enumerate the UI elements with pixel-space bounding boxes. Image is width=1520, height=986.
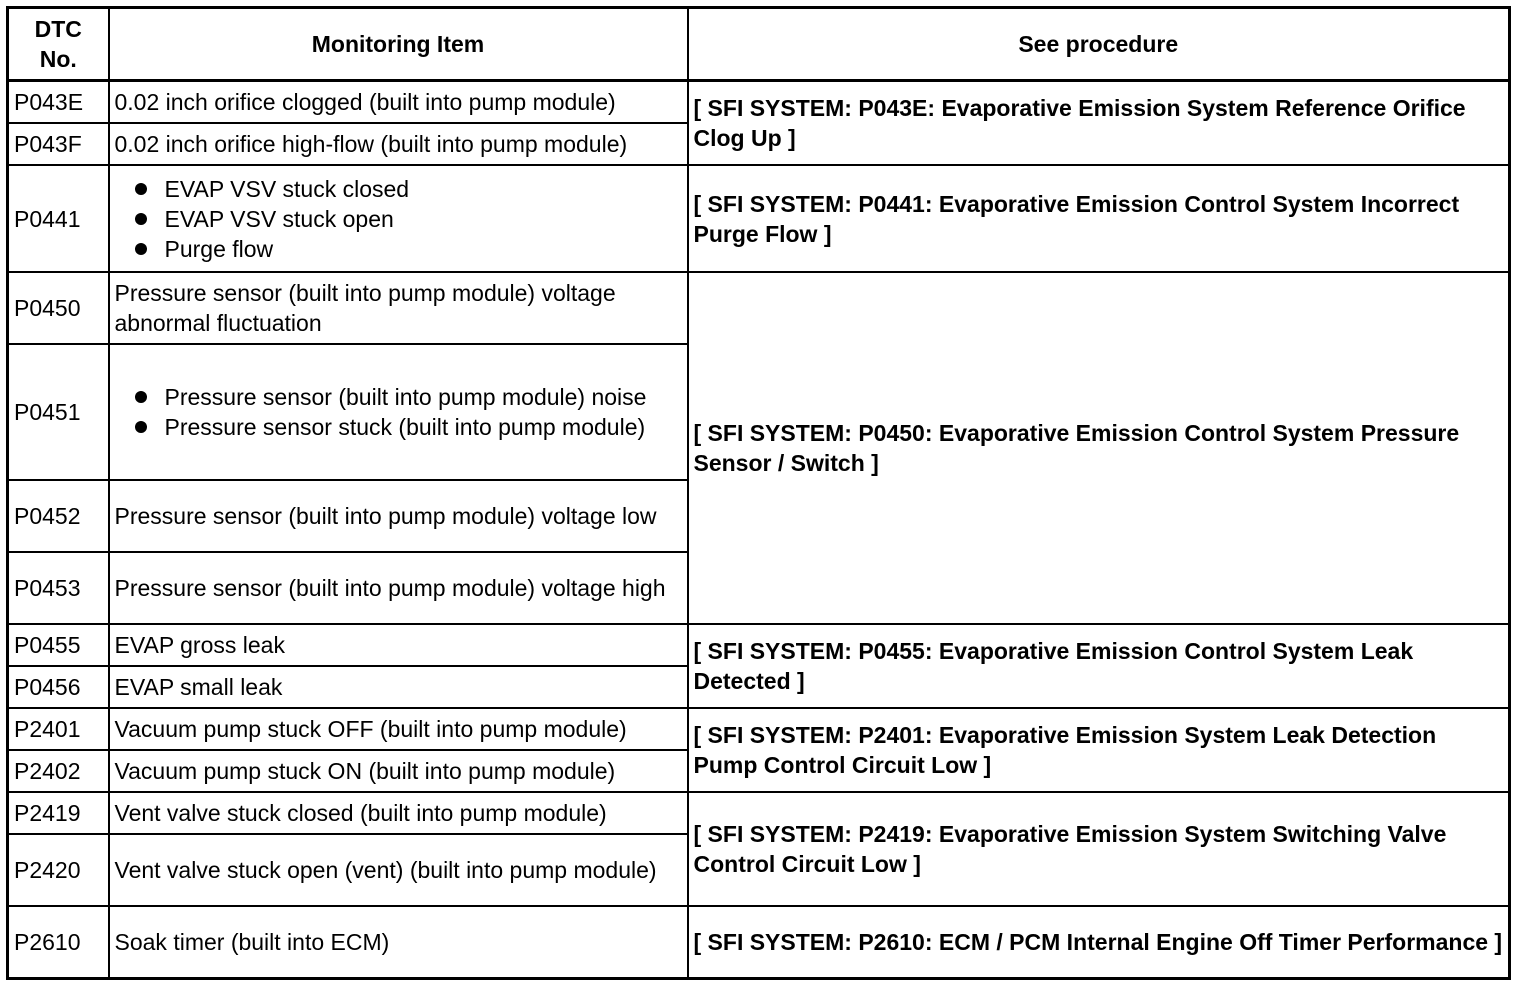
dtc-code: P0453 [8,552,109,624]
monitoring-item [109,165,688,272]
monitoring-item: Pressure sensor (built into pump module) voltage low [109,480,688,552]
monitoring-item: Pressure sensor (built into pump module) voltage high [109,552,688,624]
table-row [8,272,1510,344]
procedure-link[interactable]: [ SFI SYSTEM: P0455: Evaporative Emission Control System Leak Detected ] [688,624,1510,708]
monitoring-item: 0.02 inch orifice high-flow (built into pump module) [109,123,688,165]
monitoring-item: EVAP gross leak [109,624,688,666]
table-row [8,708,1510,750]
header-row [8,8,1510,81]
bullet-item: Purge flow [165,234,682,264]
monitoring-item: Soak timer (built into ECM) [109,906,688,979]
table-row [8,906,1510,979]
procedure-link[interactable]: [ SFI SYSTEM: P043E: Evaporative Emission System Reference Orifice Clog Up ] [688,81,1510,166]
header-monitoring-item: Monitoring Item [109,8,688,81]
table-row [8,81,1510,124]
monitoring-item: EVAP small leak [109,666,688,708]
dtc-code: P2610 [8,906,109,979]
monitoring-item: Vent valve stuck closed (built into pump module) [109,792,688,834]
bullet-item: Pressure sensor stuck (built into pump module) [165,412,682,442]
bullet-item: EVAP VSV stuck open [165,204,682,234]
dtc-code: P043E [8,81,109,124]
monitoring-item [109,344,688,480]
bullet-list [115,174,682,264]
dtc-code: P0455 [8,624,109,666]
bullet-item: EVAP VSV stuck closed [165,174,682,204]
dtc-code: P043F [8,123,109,165]
dtc-table [6,6,1511,980]
procedure-link[interactable]: [ SFI SYSTEM: P0450: Evaporative Emission Control System Pressure Sensor / Switch ] [688,272,1510,624]
dtc-table-container [6,6,1511,980]
dtc-code: P2419 [8,792,109,834]
table-row [8,165,1510,272]
header-see-procedure: See procedure [688,8,1510,81]
procedure-link[interactable]: [ SFI SYSTEM: P2419: Evaporative Emission System Switching Valve Control Circuit Low ] [688,792,1510,906]
table-row [8,624,1510,666]
header-dtc: DTC No. [8,8,109,81]
monitoring-item: Vent valve stuck open (vent) (built into pump module) [109,834,688,906]
dtc-code: P0452 [8,480,109,552]
dtc-code: P2420 [8,834,109,906]
monitoring-item: Vacuum pump stuck OFF (built into pump module) [109,708,688,750]
dtc-code: P0456 [8,666,109,708]
monitoring-item: 0.02 inch orifice clogged (built into pump module) [109,81,688,124]
table-row [8,792,1510,834]
bullet-list [115,382,682,442]
monitoring-item: Vacuum pump stuck ON (built into pump module) [109,750,688,792]
procedure-link[interactable]: [ SFI SYSTEM: P0441: Evaporative Emission Control System Incorrect Purge Flow ] [688,165,1510,272]
monitoring-item: Pressure sensor (built into pump module) voltage abnormal fluctuation [109,272,688,344]
dtc-code: P2401 [8,708,109,750]
dtc-code: P0441 [8,165,109,272]
procedure-link[interactable]: [ SFI SYSTEM: P2610: ECM / PCM Internal Engine Off Timer Performance ] [688,906,1510,979]
dtc-code: P2402 [8,750,109,792]
procedure-link[interactable]: [ SFI SYSTEM: P2401: Evaporative Emission System Leak Detection Pump Control Circuit Low ] [688,708,1510,792]
dtc-code: P0451 [8,344,109,480]
bullet-item: Pressure sensor (built into pump module) noise [165,382,682,412]
dtc-code: P0450 [8,272,109,344]
